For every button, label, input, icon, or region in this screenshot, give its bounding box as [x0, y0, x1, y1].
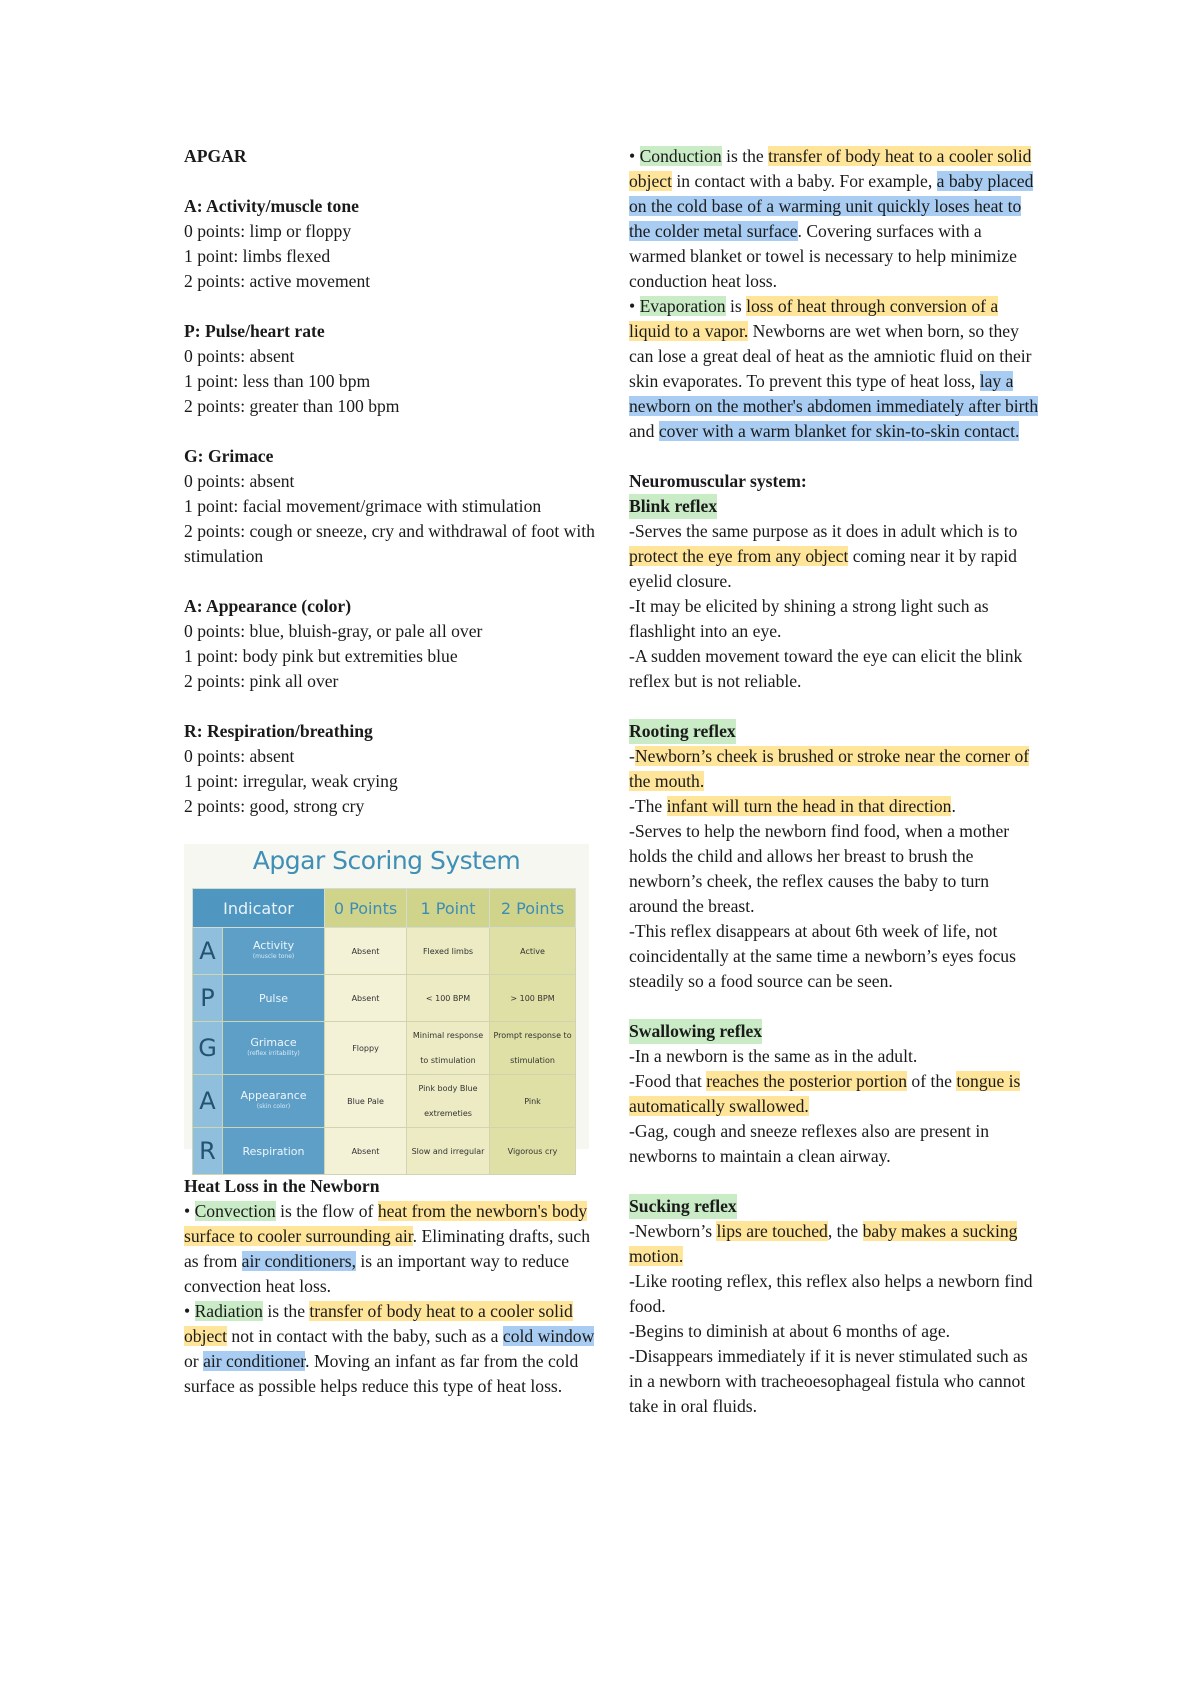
- header-1-point: 1 Point: [407, 889, 490, 928]
- conduction-paragraph: [629, 144, 1039, 294]
- sucking-line: -Begins to diminish at about 6 months of age.: [629, 1321, 951, 1341]
- text-run: not in contact with the baby, such as a: [227, 1326, 503, 1346]
- swallowing-line: [629, 1069, 1039, 1119]
- highlight: loss of heat through conversion of a liquid to a vapor.: [629, 296, 999, 341]
- cell-2-points: Prompt response to stimulation: [490, 1022, 576, 1075]
- cell-2-points: Pink: [490, 1075, 576, 1128]
- blink-line: -It may be elicited by shining a strong light such as flashlight into an eye.: [629, 596, 989, 641]
- text-run: -Food that: [629, 1071, 707, 1091]
- section-line: 0 points: absent: [184, 471, 295, 491]
- radiation-paragraph: [184, 1299, 604, 1399]
- highlight: air conditioners,: [241, 1251, 356, 1271]
- section-line: 0 points: absent: [184, 746, 295, 766]
- text-run: Newborns are wet when born, so they can lose a great deal of heat as the amniotic fluid on their skin evaporates. To prevent this type of heat loss,: [629, 321, 1032, 391]
- swallowing-line: -In a newborn is the same as in the adult.: [629, 1046, 918, 1066]
- scoring-table: [192, 888, 576, 1175]
- neuromuscular-heading: Neuromuscular system:: [629, 471, 807, 491]
- cell-0-points: Absent: [325, 928, 407, 975]
- highlight: transfer of body heat to a cooler solid object: [629, 146, 1032, 191]
- blink-line: -A sudden movement toward the eye can elicit the blink reflex but is not reliable.: [629, 646, 1023, 691]
- highlight: infant will turn the head in that direction: [666, 796, 952, 816]
- blink-line: [629, 519, 1039, 594]
- text-run: is: [725, 296, 747, 316]
- cell-0-points: Absent: [325, 1128, 407, 1175]
- section-line: 1 point: facial movement/grimace with stimulation: [184, 496, 542, 516]
- highlight: reaches the posterior portion: [706, 1071, 908, 1091]
- row-indicator: [223, 975, 325, 1022]
- table-row: [193, 1075, 576, 1128]
- table-row: [193, 1128, 576, 1175]
- cell-1-point: Slow and irregular: [407, 1128, 490, 1175]
- right-column: [629, 144, 1039, 1419]
- section-line: 1 point: limbs flexed: [184, 246, 331, 266]
- indicator-label: Appearance: [240, 1089, 307, 1102]
- term-convection: Convection: [194, 1201, 276, 1221]
- row-letter: P: [193, 975, 223, 1022]
- cell-0-points: Floppy: [325, 1022, 407, 1075]
- left-column: [184, 144, 604, 1399]
- cell-0-points: Absent: [325, 975, 407, 1022]
- text-run: , the: [827, 1221, 863, 1241]
- table-row: [193, 975, 576, 1022]
- term-evaporation: Evaporation: [639, 296, 726, 316]
- header-2-points: 2 Points: [490, 889, 576, 928]
- text-run: . Moving an infant as far from the cold surface as possible helps reduce this type of heat loss.: [184, 1351, 579, 1396]
- text-run: of the: [907, 1071, 957, 1091]
- text-run: -The: [629, 796, 667, 816]
- text-run: . Covering surfaces with a warmed blanket or towel is necessary to help minimize conduction heat loss.: [629, 221, 1017, 291]
- sucking-reflex-heading: Sucking reflex: [629, 1194, 737, 1219]
- highlight: lips are touched: [716, 1221, 828, 1241]
- section-line: 2 points: greater than 100 bpm: [184, 396, 400, 416]
- text-run: is the: [721, 146, 769, 166]
- cell-1-point: Pink body Blue extremeties: [407, 1075, 490, 1128]
- highlight: cold window: [502, 1326, 595, 1346]
- section-heading-respiration: R: Respiration/breathing: [184, 721, 373, 741]
- sucking-line: -Like rooting reflex, this reflex also helps a newborn find food.: [629, 1271, 1033, 1316]
- bullet: •: [629, 296, 640, 316]
- row-letter: A: [193, 928, 223, 975]
- header-0-points: 0 Points: [325, 889, 407, 928]
- section-line: 0 points: absent: [184, 346, 295, 366]
- sucking-line: [629, 1219, 1039, 1269]
- scoring-table-header-row: [193, 889, 576, 928]
- highlight: Newborn’s cheek is brushed or stroke near the corner of the mouth.: [629, 746, 1030, 791]
- text-run: . Eliminating drafts, such as from: [184, 1226, 591, 1271]
- text-run: coming near it by rapid eyelid closure.: [629, 546, 1017, 591]
- indicator-label: Respiration: [242, 1144, 305, 1158]
- highlight: transfer of body heat to a cooler solid object: [184, 1301, 573, 1346]
- swallowing-line: -Gag, cough and sneeze reflexes also are present in newborns to maintain a clean airway.: [629, 1121, 990, 1166]
- rooting-line: [629, 794, 1039, 819]
- highlight: heat from the newborn's body surface to cooler surrounding air: [184, 1201, 588, 1246]
- row-indicator: [223, 1128, 325, 1175]
- indicator-sub: (skin color): [256, 1103, 291, 1110]
- row-indicator: [223, 928, 325, 975]
- text-run: -Serves the same purpose as it does in adult which is to: [629, 521, 1018, 541]
- cell-2-points: Vigorous cry: [490, 1128, 576, 1175]
- highlight: tongue is automatically swallowed.: [629, 1071, 1021, 1116]
- text-run: is the: [262, 1301, 310, 1321]
- section-line: 2 points: pink all over: [184, 671, 339, 691]
- section-line: 2 points: good, strong cry: [184, 796, 365, 816]
- indicator-label: Grimace: [250, 1036, 297, 1049]
- swallowing-reflex-heading: Swallowing reflex: [629, 1019, 762, 1044]
- cell-1-point: Flexed limbs: [407, 928, 490, 975]
- indicator-sub: (reflex irritability): [247, 1050, 300, 1057]
- rooting-line: -Serves to help the newborn find food, when a mother holds the child and allows her breast to brush the newborn’s cheek, the reflex causes the baby to turn around the breast.: [629, 821, 1010, 916]
- rooting-line: -This reflex disappears at about 6th week of life, not coincidentally at the same time a newborn’s eyes focus steadily so a food source can be seen.: [629, 921, 1016, 991]
- section-line: 1 point: irregular, weak crying: [184, 771, 398, 791]
- section-line: 1 point: body pink but extremities blue: [184, 646, 458, 666]
- term-radiation: Radiation: [194, 1301, 263, 1321]
- row-indicator: [223, 1075, 325, 1128]
- highlight: a baby placed on the cold base of a warming unit quickly loses heat to the colder metal surface: [629, 171, 1034, 241]
- rooting-line: [629, 744, 1039, 794]
- section-line: 0 points: blue, bluish-gray, or pale all over: [184, 621, 483, 641]
- section-line: 1 point: less than 100 bpm: [184, 371, 371, 391]
- cell-1-point: Minimal response to stimulation: [407, 1022, 490, 1075]
- blink-reflex-heading: Blink reflex: [629, 494, 717, 519]
- indicator-label: Activity: [252, 939, 295, 952]
- text-run: or: [184, 1351, 204, 1371]
- cell-2-points: > 100 BPM: [490, 975, 576, 1022]
- section-line: 2 points: active movement: [184, 271, 371, 291]
- section-line: 2 points: cough or sneeze, cry and withdrawal of foot with stimulation: [184, 521, 595, 566]
- sucking-line: -Disappears immediately if it is never stimulated such as in a newborn with tracheoesophageal fistula who cannot take in oral fluids.: [629, 1346, 1028, 1416]
- table-row: [193, 1022, 576, 1075]
- table-row: [193, 928, 576, 975]
- convection-paragraph: [184, 1199, 604, 1299]
- bullet: •: [184, 1301, 195, 1321]
- apgar-scoring-image: [184, 844, 589, 1165]
- row-letter: A: [193, 1075, 223, 1128]
- indicator-sub: (muscle tone): [252, 953, 295, 960]
- row-letter: R: [193, 1128, 223, 1175]
- section-heading-activity: A: Activity/muscle tone: [184, 196, 359, 216]
- cell-1-point: < 100 BPM: [407, 975, 490, 1022]
- highlight: cover with a warm blanket for skin-to-skin contact.: [658, 421, 1020, 441]
- text-run: -: [629, 746, 635, 766]
- row-indicator: [223, 1022, 325, 1075]
- header-indicator: Indicator: [193, 889, 325, 928]
- heat-loss-heading: Heat Loss in the Newborn: [184, 1176, 380, 1196]
- text-run: is an important way to reduce convection heat loss.: [184, 1251, 569, 1296]
- section-heading-pulse: P: Pulse/heart rate: [184, 321, 325, 341]
- cell-0-points: Blue Pale: [325, 1075, 407, 1128]
- term-conduction: Conduction: [639, 146, 722, 166]
- indicator-label: Pulse: [259, 991, 288, 1005]
- text-run: .: [951, 796, 956, 816]
- section-line: 0 points: limp or floppy: [184, 221, 352, 241]
- row-letter: G: [193, 1022, 223, 1075]
- section-heading-grimace: G: Grimace: [184, 446, 274, 466]
- text-run: and: [629, 421, 659, 441]
- evaporation-paragraph: [629, 294, 1039, 444]
- highlight: lay a newborn on the mother's abdomen immediately after birth: [629, 371, 1039, 416]
- section-heading-appearance: A: Appearance (color): [184, 596, 352, 616]
- rooting-reflex-heading: Rooting reflex: [629, 719, 736, 744]
- highlight: air conditioner: [203, 1351, 306, 1371]
- highlight: protect the eye from any object: [629, 546, 849, 566]
- bullet: •: [184, 1201, 195, 1221]
- highlight: baby makes a sucking motion.: [629, 1221, 1018, 1266]
- bullet: •: [629, 146, 640, 166]
- text-run: -Newborn’s: [629, 1221, 717, 1241]
- apgar-title: APGAR: [184, 146, 247, 166]
- scoring-table-title: Apgar Scoring System: [252, 846, 521, 875]
- text-run: is the flow of: [275, 1201, 378, 1221]
- cell-2-points: Active: [490, 928, 576, 975]
- text-run: in contact with a baby. For example,: [672, 171, 937, 191]
